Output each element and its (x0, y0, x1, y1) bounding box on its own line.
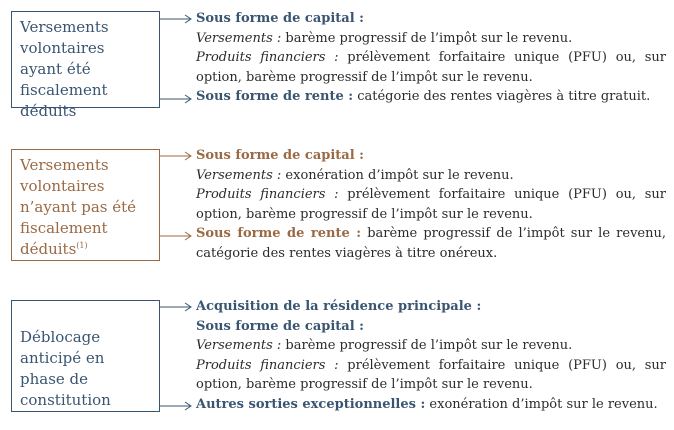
rente-heading-2: Sous forme de rente : (196, 226, 362, 241)
box-non-deductible (11, 149, 160, 261)
arrow-autres (160, 401, 196, 411)
box-non-deductible-label: Versements volontaires n’ayant pas été fiscalement déduits (20, 156, 137, 258)
capital-heading-1: Sous forme de capital : (196, 11, 364, 26)
rente-heading-1: Sous forme de rente : (196, 89, 354, 104)
content-non-deductible (196, 146, 666, 263)
residence-heading: Acquisition de la résidence principale : (196, 299, 482, 314)
capital-heading-3: Sous forme de capital : (196, 318, 364, 334)
arrow-rente-1 (160, 94, 196, 104)
produits-label-2: Produits financiers : (196, 187, 339, 202)
box-deblocage (11, 300, 160, 412)
versements-label-1: Versements : (196, 30, 282, 46)
rente-text-2: barème progressif de l’impôt sur le revenu, catégorie des rentes viagères à titre onéreux. (196, 226, 666, 261)
versements-label-2: Versements : (196, 167, 282, 183)
versements-text-2: exonération d’impôt sur le revenu. (281, 167, 514, 183)
produits-text-2: prélèvement forfaitaire unique (PFU) ou, sur option, barème progressif de l’impôt sur le revenu. (196, 187, 667, 222)
produits-label-1: Produits financiers : (196, 50, 339, 65)
autres-text: exonération d’impôt sur le revenu. (425, 396, 658, 412)
versements-label-3: Versements : (196, 338, 282, 353)
produits-text-1: prélèvement forfaitaire unique (PFU) ou, sur option, barème progressif de l’impôt sur le revenu. (196, 50, 667, 85)
arrow-rente-2 (160, 231, 196, 241)
content-deblocage (196, 297, 666, 414)
arrow-residence (160, 302, 196, 312)
produits-label-3: Produits financiers : (196, 357, 339, 373)
versements-text-1: barème progressif de l’impôt sur le revenu. (281, 30, 573, 46)
footnote-marker: (1) (76, 241, 88, 250)
box-deblocage-label: Déblocage anticipé en phase de constitution (20, 328, 111, 409)
versements-text-3: barème progressif de l’impôt sur le revenu. (281, 338, 573, 353)
box-deductible (11, 11, 160, 120)
produits-text-3: prélèvement forfaitaire unique (PFU) ou, sur option, barème progressif de l’impôt sur le revenu. (196, 357, 667, 392)
rente-text-1: catégorie des rentes viagères à titre gratuit. (353, 89, 651, 104)
content-deductible (196, 9, 666, 107)
box-deductible-label: Versements volontaires ayant été fiscalement déduits (20, 18, 109, 120)
capital-heading-2: Sous forme de capital : (196, 148, 364, 163)
arrow-capital-1 (160, 14, 196, 24)
arrow-capital-2 (160, 151, 196, 161)
autres-heading: Autres sorties exceptionnelles : (196, 396, 426, 412)
